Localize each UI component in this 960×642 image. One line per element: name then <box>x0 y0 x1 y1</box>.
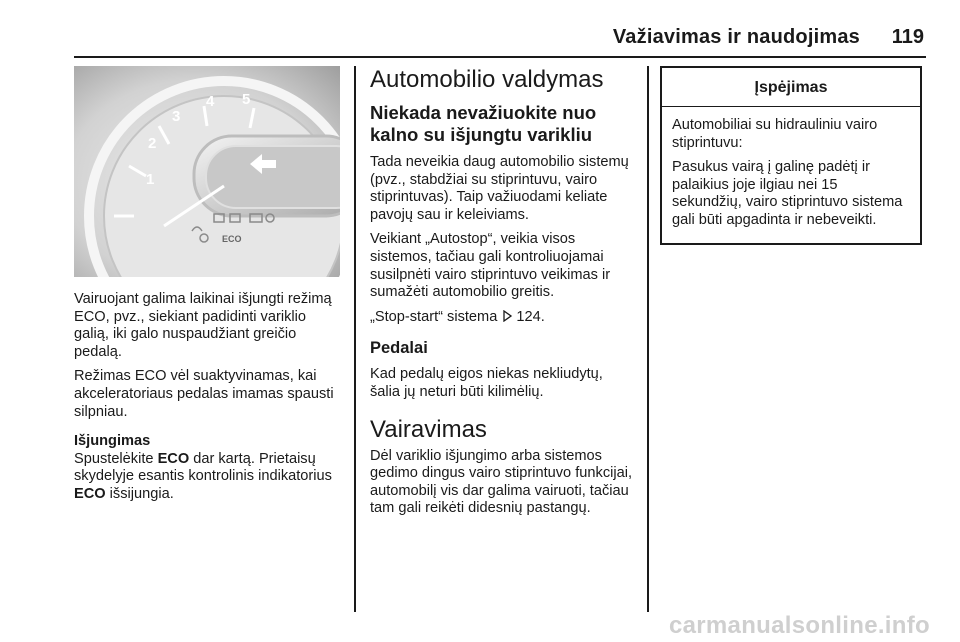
section-heading-steering: Vairavimas <box>370 415 487 443</box>
subheading-pedals: Pedalai <box>370 339 428 358</box>
gauge-number-2: 2 <box>148 135 157 152</box>
warning-body <box>662 107 920 243</box>
cross-reference-arrow-icon <box>503 310 513 322</box>
steering-para: Dėl variklio išjungimo arba sistemos gedimo dingus vairo stiprintuvo funkcijai, automobilį vis dar galima vairuoti, tačiau tam gali reikėti didesnių pastangų. <box>370 447 633 517</box>
section-heading-vehicle-control: Automobilio valdymas <box>370 66 604 93</box>
gauge-number-1: 1 <box>146 171 155 188</box>
page-number: 119 <box>891 26 924 48</box>
middle-para-2: Veikiant „Autostop“, veikia visos sistemos, tačiau gali kontroliuojamai susilpnėti vairo stiprintuvo veikimas ir sumažėti automobilio greitis. <box>370 231 611 301</box>
left-column <box>74 66 342 511</box>
header-title: Važiavimas ir naudojimas <box>612 26 860 48</box>
eco-term-2: ECO <box>74 485 106 502</box>
xref-text: „Stop-start“ sistema <box>370 308 498 325</box>
gauge-number-4: 4 <box>206 93 215 110</box>
middle-para-1: Tada neveikia daug automobilio sistemų (pvz., stabdžiai su stiprintuvu, vairo stiprintuvas). Taip važiuodami keliate pavojų sau ir keleiviams. <box>370 154 629 223</box>
left-para-3-pre: Spustelėkite <box>74 450 158 467</box>
right-column <box>660 66 926 245</box>
gauge-number-3: 3 <box>172 108 181 125</box>
warning-para-2: Pasukus vairą į galinę padėtį ir palaikius joje ilgiau nei 15 sekundžių, vairo stiprintuvo sistema gali būti apgadinta ir nebeveikti. <box>672 159 903 228</box>
column-divider-left <box>354 66 356 612</box>
warning-title: Įspėjimas <box>662 68 920 107</box>
instrument-cluster-image <box>74 66 340 277</box>
left-para-3-post: išsijungia. <box>105 485 174 502</box>
warning-para-1: Automobiliai su hidrauliniu vairo stiprintuvu: <box>672 117 878 151</box>
left-para-3 <box>74 451 342 504</box>
subheading-disable: Išjungimas <box>74 433 151 450</box>
left-para-2: Režimas ECO vėl suaktyvinamas, kai akceleratoriaus pedalas imamas spausti silpniau. <box>74 368 334 420</box>
xref-page-link[interactable]: 124. <box>516 308 545 325</box>
warning-box <box>660 66 922 245</box>
watermark: carmanualsonline.info <box>668 612 930 639</box>
gauge-number-5: 5 <box>242 91 251 108</box>
eco-indicator-label: ECO <box>222 234 242 244</box>
header-rule <box>74 56 926 58</box>
pedals-para: Kad pedalų eigos niekas nekliudytų, šalia jų neturi būti kilimėlių. <box>370 366 603 400</box>
eco-term: ECO <box>157 450 190 467</box>
left-para-3-mid: dar kartą. Prietaisų skydelyje esantis kontrolinis indikatorius <box>74 450 332 485</box>
left-para-1: Vairuojant galima laikinai išjungti režimą ECO, pvz., siekiant padidinti variklio galią, iki galo nuspaudžiant greičio pedalą. <box>74 291 332 360</box>
cross-reference <box>370 309 636 327</box>
subheading-no-coasting: Niekada nevažiuokite nuo kalno su išjungtu varikliu <box>370 102 597 145</box>
middle-column <box>370 66 636 525</box>
column-divider-right <box>647 66 649 612</box>
